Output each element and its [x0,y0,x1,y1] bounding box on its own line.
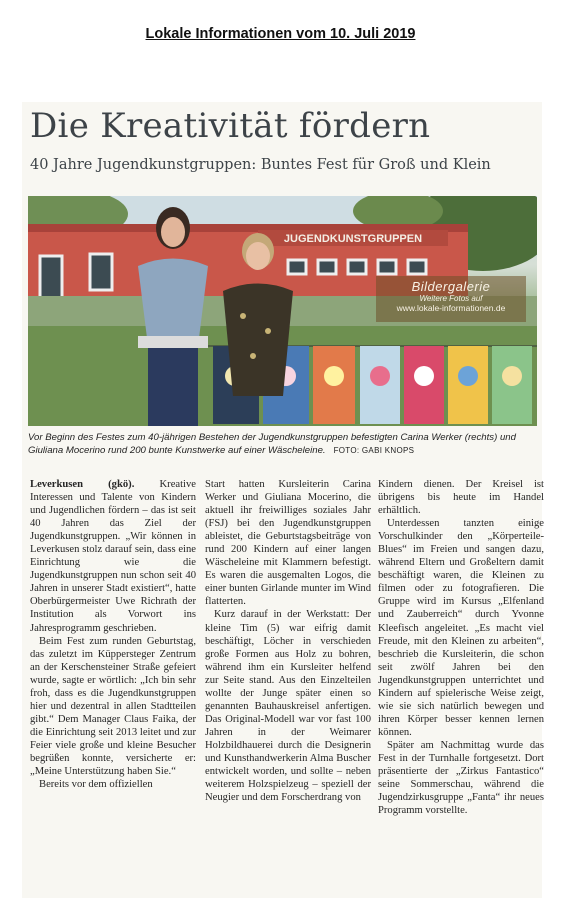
article-column-2 [205,478,371,804]
article-subheadline: 40 Jahre Jugendkunstgruppen: Buntes Fest für Groß und Klein [30,157,491,173]
article-paragraph: Bereits vor dem offiziellen [39,779,153,791]
photo-caption [28,431,540,457]
page-header-title: Lokale Informationen vom 10. Juli 2019 [145,26,416,42]
gallery-overlay-url[interactable]: www.lokale-informationen.de [396,303,506,313]
article-paragraph: Kurz darauf in der Werkstatt: Der kleine Tim (5) war eifrig damit beschäftigt, Löcher in verschieden große Formen aus Holz zu bohren, während ihm ein Kursleiter helfend zur Seite stand. Aus den Einzelteilen wollte der Junge später einen so genannten Bauhauskreisel anfertigen. Das Original-Modell war vor fast 100 Jahren in der Weimarer Holzbildhauerei durch die Designerin und Kunsthandwerkerin Alma Buscher entwickelt worden, und sollte – neben weiterem Holzspielzeug – speziell der Neugier und dem Forscherdrang von [205,609,371,804]
article-column-1 [30,478,196,791]
article-dateline: Leverkusen (gkö). [30,479,135,490]
gallery-overlay[interactable] [376,276,526,322]
article-paragraph: Leverkusen (gkö). Kreative Interessen und Talente von Kindern und Jugendlichen fördern – das ist seit 40 Jahren das Ziel der Jugendkunstgruppen. „Wir können in Leverkusen stolz darauf sein, dass eine Einrichtung wie die Jugendkunstgruppen nun schon seit 40 Jahren in unserer Stadt existiert“, hatte Oberbürgermeister Uwe Richrath der Institution als Vorwort ins Jahresprogramm geschrieben. [30,479,196,634]
article-column-3 [378,478,544,817]
article-paragraph: Kindern dienen. Der Kreisel ist übrigens bis heute im Handel erhältlich. [378,479,544,517]
photo-caption-text: Vor Beginn des Festes zum 40-jährigen Bestehen der Jugendkunstgruppen befestigten Carina Werker (rechts) und Giuliana Mocerino rund 200 bunte Kunstwerke auf einer Wäscheleine. [28,432,516,456]
article-paragraph: Beim Fest zum runden Geburtstag, das zuletzt im Küppersteger Zentrum an der Kerschensteiner Straße gefeiert wurde, sagte er wörtlich: „Ich bin sehr froh, dass es die Jugendkunstgruppen hier und dezentral in allen Stadtteilen gibt.“ Dem Manager Claus Faika, der die Einrichtung seit 2013 leitet und zur Feier viele große und kleine Besucher begrüßen konnte, versicherte er: „Meine Unterstützung haben Sie.“ [30,635,196,778]
article-paragraph: Start hatten Kursleiterin Carina Werker und Giuliana Mocerino, die aktuell ihr freiwilliges soziales Jahr (FSJ) bei den Jugendkunstgruppen ableistet, die Geburtstagsbeiträge von rund 200 Kindern auf einer langen Wäscheleine mit Klammern befestigt. Es waren die ausgemalten Logos, die einer bunten Girlande munter im Wind flatterten. [205,479,371,608]
photo-credit: FOTO: GABI KNOPS [333,446,415,455]
gallery-overlay-subtitle: Weitere Fotos auf [419,294,483,303]
article-paragraph: Später am Nachmittag wurde das Fest in der Turnhalle fortgesetzt. Dort präsentierte der „Zirkus Fantastico“ seine Sommerschau, während die Jugendzirkusgruppe „Fanta“ ihr neues Programm vorstellte. [378,739,544,817]
newspaper-clipping [22,102,542,898]
building-sign-text: JUGENDKUNSTGRUPPEN [283,233,423,245]
article-photo [28,196,537,426]
gallery-overlay-title: Bildergalerie [411,279,491,294]
article-paragraph: Unterdessen tanzten einige Vorschulkinder den „Körperteile-Blues“ im Freien und sangen dazu, während Eltern und Großeltern damit beschäftigt waren, die Kleinen zu filmen oder zu fotografieren. Die Gruppe wird im Kursus „Elfenland und Zauberreich“ durch Yvonne Kleefisch angeleitet. „Es macht viel Freude, mit den Kleinen zu arbeiten“, beschrieb die Kursleiterin, die schon seit zwölf Jahren bei den Jugendkunstgruppen unterrichtet und Kindern auf spielerische Weise zeigt, wie sie sich natürlich bewegen und ihren Körper besser kennen lernen können. [378,518,544,738]
article-headline: Die Kreativität fördern [30,106,431,146]
